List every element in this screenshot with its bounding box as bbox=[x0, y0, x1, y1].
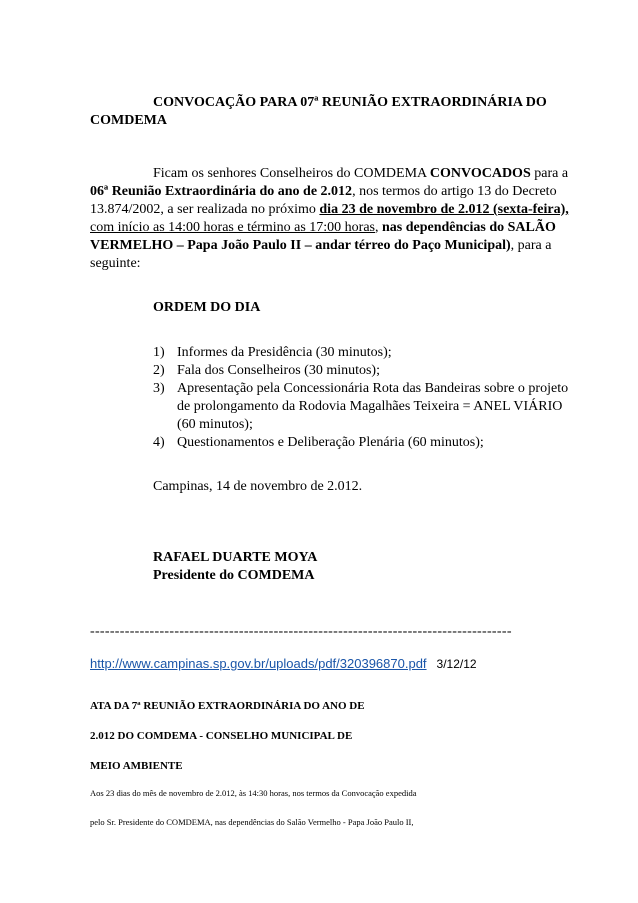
body-text: , para a bbox=[510, 238, 552, 253]
agenda-item-number: 3) bbox=[153, 381, 165, 396]
agenda-item-number: 2) bbox=[153, 363, 165, 378]
agenda-item-continuation: de prolongamento da Rodovia Magalhães Teixeira = ANEL VIÁRIO bbox=[177, 399, 563, 414]
minutes-text-line1: Aos 23 dias do mês de novembro de 2.012, às 14:30 horas, nos termos da Convocação expedida bbox=[90, 788, 417, 798]
agenda-item bbox=[153, 380, 568, 398]
agenda-title: ORDEM DO DIA bbox=[153, 300, 261, 315]
agenda-item-text: Apresentação pela Concessionária Rota das Bandeiras sobre o projeto bbox=[177, 381, 569, 396]
signature-role: Presidente do COMDEMA bbox=[153, 568, 315, 583]
agenda-item bbox=[153, 434, 484, 452]
source-line bbox=[90, 656, 477, 672]
convocation-title-line2: COMDEMA bbox=[90, 113, 167, 128]
minutes-heading-line3: MEIO AMBIENTE bbox=[90, 760, 183, 772]
body-line-1 bbox=[153, 165, 568, 183]
place-date: Campinas, 14 de novembro de 2.012. bbox=[153, 479, 363, 494]
body-text: 13.874/2002, a ser realizada no próximo bbox=[90, 202, 320, 217]
body-text: , bbox=[375, 220, 382, 235]
agenda-item-continuation: (60 minutos); bbox=[177, 417, 253, 432]
body-text: , nos termos do artigo 13 do Decreto bbox=[352, 184, 557, 199]
body-convocados: CONVOCADOS bbox=[429, 166, 531, 181]
body-line-6: seguinte: bbox=[90, 256, 141, 271]
minutes-text-line2: pelo Sr. Presidente do COMDEMA, nas dependências do Salão Vermelho - Papa João Paulo II, bbox=[90, 817, 414, 827]
body-text: para a bbox=[530, 166, 569, 181]
agenda-item bbox=[153, 362, 380, 380]
separator-line: ------------------------------------------------------------------------------------- bbox=[90, 624, 512, 639]
minutes-heading-line1: ATA DA 7ª REUNIÃO EXTRAORDINÁRIA DO ANO DE bbox=[90, 700, 365, 712]
body-line-4 bbox=[90, 219, 556, 237]
body-line-5 bbox=[90, 237, 551, 255]
body-line-2 bbox=[90, 183, 557, 201]
convocation-title-line1: CONVOCAÇÃO PARA 07ª REUNIÃO EXTRAORDINÁRIA DO bbox=[153, 95, 547, 110]
body-meeting-name: 06ª Reunião Extraordinária do ano de 2.012 bbox=[90, 184, 353, 199]
source-link[interactable]: http://www.campinas.sp.gov.br/uploads/pdf/320396870.pdf bbox=[90, 656, 427, 671]
body-location: nas dependências do SALÃO bbox=[382, 220, 556, 235]
body-location-detail: VERMELHO – Papa João Paulo II – andar térreo do Paço Municipal) bbox=[90, 238, 511, 253]
agenda-item-text: Questionamentos e Deliberação Plenária (60 minutos); bbox=[177, 435, 484, 450]
signature-name: RAFAEL DUARTE MOYA bbox=[153, 550, 318, 565]
minutes-heading-line2: 2.012 DO COMDEMA - CONSELHO MUNICIPAL DE bbox=[90, 730, 353, 742]
agenda-item-number: 4) bbox=[153, 435, 165, 450]
body-meeting-time: com início as 14:00 horas e término as 17:00 horas bbox=[90, 220, 375, 235]
body-meeting-date: dia 23 de novembro de 2.012 (sexta-feira), bbox=[319, 202, 569, 217]
source-date: 3/12/12 bbox=[436, 657, 477, 671]
agenda-item-text: Fala dos Conselheiros (30 minutos); bbox=[177, 363, 380, 378]
agenda-item bbox=[153, 344, 392, 362]
body-text: Ficam os senhores Conselheiros do COMDEMA bbox=[153, 166, 430, 181]
agenda-item-text: Informes da Presidência (30 minutos); bbox=[177, 345, 392, 360]
agenda-item-number: 1) bbox=[153, 345, 165, 360]
body-line-3 bbox=[90, 201, 569, 219]
